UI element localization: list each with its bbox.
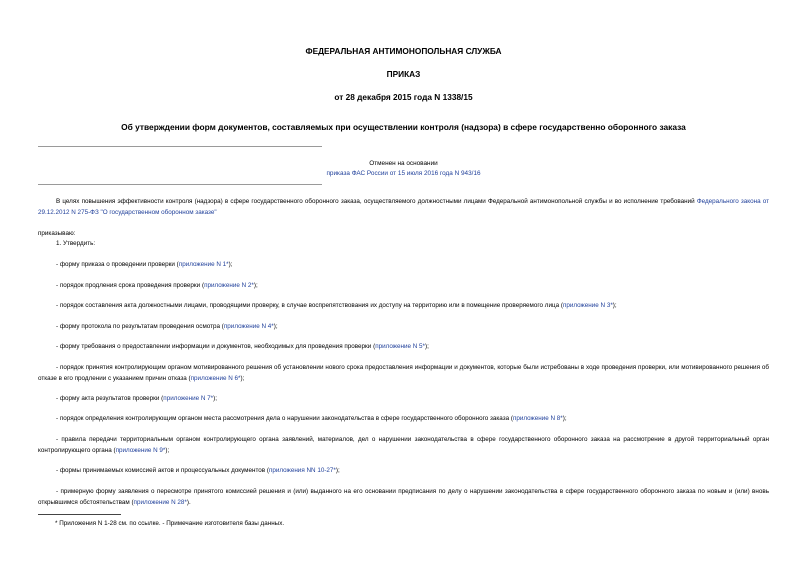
list-item-text: - порядок принятия контролирующим органом мотивированного решения об установлении нового срока предоставления информации и документов, которые были истребованы в ходе проведения проверки, или мотивированного решения об отказе в его продлении с указанием причин отказа (	[38, 364, 769, 382]
order-word: приказываю:	[38, 230, 76, 237]
divider-top	[38, 146, 322, 147]
list-item	[38, 394, 769, 405]
document-type: ПРИКАЗ	[386, 69, 421, 79]
appendix-link[interactable]: приложения NN 10-27*	[269, 467, 336, 474]
list-item-text: - порядок определения контролирующим органом места рассмотрения дела о нарушении законодательства в сфере государственного оборонного заказа (	[56, 415, 513, 422]
list-item-text: - форму акта результатов проверки (	[56, 395, 164, 402]
appendix-link[interactable]: приложение N 8*	[512, 415, 563, 422]
list-item	[38, 322, 769, 333]
list-item-tail: );	[213, 395, 217, 402]
list-item-text: - правила передачи территориальным органом контролирующего органа заявлений, материалов, дел о нарушении законодательства в сфере государственного оборонного заказа на рассмотрение в другой территориальный орган контролирующего органа (	[38, 436, 769, 454]
list-item-tail: );	[335, 467, 340, 474]
appendix-link[interactable]: приложение N 28*	[133, 498, 187, 506]
point-1: 1. Утвердить:	[56, 240, 96, 247]
divider-bottom	[38, 184, 322, 185]
footnote: * Приложения N 1-28 см. по ссылке. - Примечание изготовителя базы данных.	[55, 520, 285, 527]
appendix-link[interactable]: приложение N 2*	[204, 282, 254, 289]
list-item	[38, 281, 769, 292]
appendix-link[interactable]: приложение N 5*	[375, 343, 426, 350]
list-item-text: - форму протокола по результатам проведения осмотра (	[56, 323, 224, 330]
preamble-paragraph	[38, 197, 769, 218]
list-item	[38, 342, 769, 353]
list-item	[38, 260, 769, 271]
list-item-tail: ).	[186, 498, 191, 506]
document-date-number: от 28 декабря 2015 года N 1338/15	[334, 92, 473, 102]
appendix-link[interactable]: приложение N 3*	[562, 302, 613, 309]
list-item-text: - порядок составления акта должностными лицами, проводящими проверку, в случае воспрепятствования их доступу на территорию или в помещение проверяемого лица (	[56, 302, 563, 309]
appendix-link[interactable]: приложение N 9*	[115, 446, 166, 454]
list-item-tail: );	[253, 282, 258, 289]
list-item-tail: );	[273, 323, 278, 330]
list-item-tail: );	[425, 343, 429, 350]
list-item-text: - порядок продления срока проведения проверки (	[56, 282, 205, 289]
list-item	[38, 414, 769, 425]
appendix-link[interactable]: приложение N 1*	[178, 261, 229, 268]
list-item	[38, 435, 769, 456]
appendix-link[interactable]: приложение N 4*	[223, 323, 274, 330]
footnote-divider	[38, 514, 121, 515]
appendix-link[interactable]: приложение N 7*	[163, 395, 214, 402]
list-item-text: - форму требования о предоставлении информации и документов, необходимых для проведения проверки (	[56, 343, 376, 350]
appendix-link[interactable]: приложение N 6*	[190, 374, 241, 382]
cancellation-order-link[interactable]: приказа ФАС России от 15 июля 2016 года N 943/16	[326, 170, 481, 177]
list-item-tail: );	[562, 415, 567, 422]
list-item	[38, 301, 769, 312]
list-item-tail: );	[165, 446, 170, 454]
cancellation-note: Отменен на основании	[369, 160, 438, 167]
list-item-tail: );	[240, 374, 245, 382]
document-title: Об утверждении форм документов, составляемых при осуществлении контроля (надзора) в сфере государственно оборонного заказа	[121, 122, 686, 132]
preamble-text: В целях повышения эффективности контроля (надзора) в сфере государственного оборонного заказа, осуществляемого должностными лицами Федеральной антимонопольной службы и во исполнение требований	[56, 198, 697, 205]
list-item-tail: );	[612, 302, 617, 309]
federal-law-link[interactable]: Федерального закона от 29.12.2012 N 275-ФЗ "О государственном оборонном заказе"	[38, 198, 769, 216]
agency-name: ФЕДЕРАЛЬНАЯ АНТИМОНОПОЛЬНАЯ СЛУЖБА	[305, 46, 502, 56]
list-item-text: - формы принимаемых комиссией актов и процессуальных документов (	[56, 467, 269, 474]
cancellation-link-row	[0, 169, 807, 178]
list-item-text: - примерную форму заявления о пересмотре принятого комиссией решения и (или) выданного на его основании предписания по делу о нарушении законодательства в сфере государственного оборонного заказа по новым и (или) вновь открывшимся обстоятельствам (	[38, 488, 769, 506]
list-item-tail: );	[228, 261, 233, 268]
list-item	[38, 363, 769, 384]
list-item-text: - форму приказа о проведении проверки (	[56, 261, 179, 268]
list-item	[38, 487, 769, 508]
list-item	[38, 466, 769, 477]
